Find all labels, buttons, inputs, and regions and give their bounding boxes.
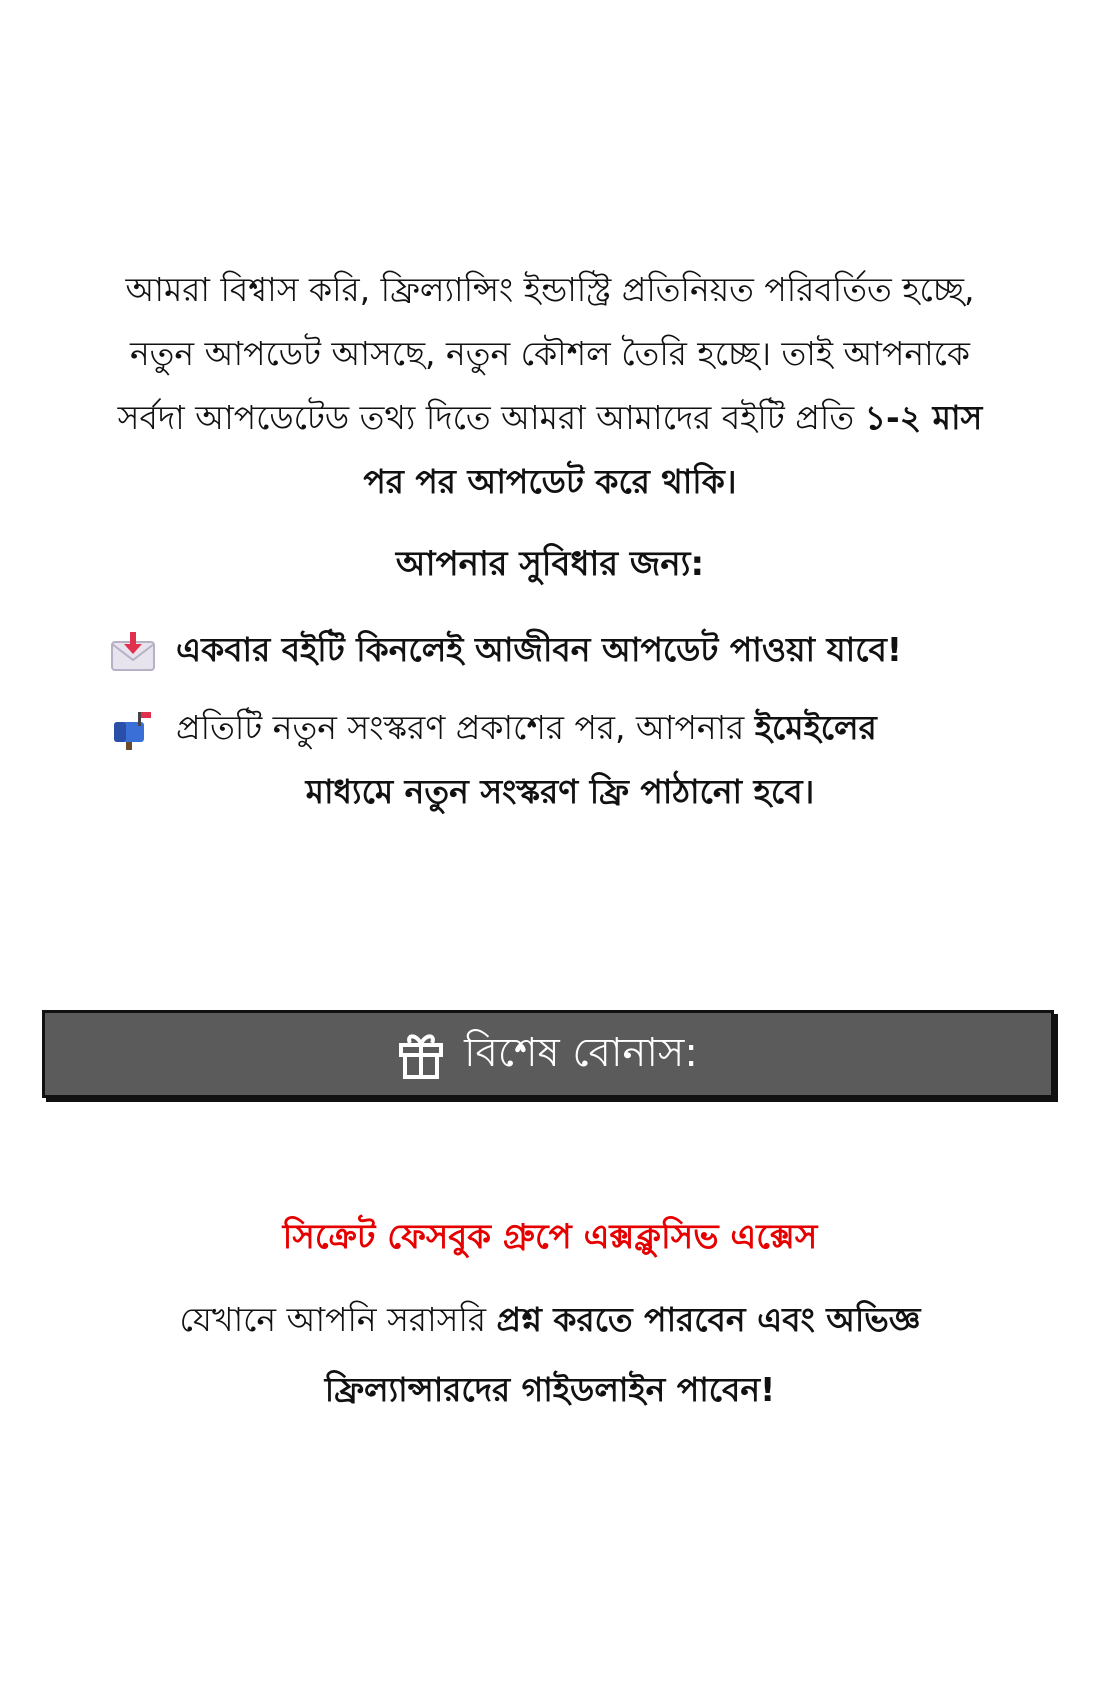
intro-line-4: পর পর আপডেট করে থাকি। <box>363 462 737 501</box>
fb-desc-line-1 <box>90 1285 1010 1355</box>
intro-line-2: নতুন আপডেট আসছে, নতুন কৌশল তৈরি হচ্ছে। তাই আপনাকে <box>129 334 971 373</box>
fb-desc-line-2: ফ্রিল্যান্সারদের গাইডলাইন পাবেন! <box>324 1370 776 1409</box>
facebook-group-title: সিক্রেট ফেসবুক গ্রুপে এক্সক্লুসিভ এক্সেস <box>282 1217 818 1257</box>
benefit-item-email-delivery <box>110 696 1010 824</box>
benefits-list <box>110 618 1010 838</box>
benefit-1-text: একবার বইটি কিনলেই আজীবন আপডেট পাওয়া যাবে! <box>176 630 902 669</box>
benefits-heading: আপনার সুবিধার জন্য: <box>395 544 705 584</box>
mailbox-icon <box>110 710 156 750</box>
intro-line-3 <box>60 386 1040 450</box>
intro-line-3-text: সর্বদা আপডেটেড তথ্য দিতে আমরা আমাদের বইটি প্রতি <box>117 398 865 437</box>
bonus-banner <box>42 1010 1054 1098</box>
benefit-2-email: ইমেইলের <box>754 708 877 747</box>
fb-desc-text: যেখানে আপনি সরাসরি <box>179 1300 497 1339</box>
bonus-title: বিশেষ বোনাস: <box>464 1029 698 1076</box>
gift-icon <box>398 1029 444 1079</box>
fb-desc-bold: প্রশ্ন করতে পারবেন এবং অভিজ্ঞ <box>496 1300 921 1339</box>
benefit-2-line-2: মাধ্যমে নতুন সংস্করণ ফ্রি পাঠানো হবে। <box>305 772 815 811</box>
intro-paragraph <box>60 258 1040 514</box>
intro-line-1: আমরা বিশ্বাস করি, ফ্রিল্যান্সিং ইন্ডাস্ট্রি প্রতিনিয়ত পরিবর্তিত হচ্ছে, <box>125 270 975 309</box>
envelope-download-icon <box>110 632 156 672</box>
facebook-group-description <box>90 1285 1010 1425</box>
update-frequency: ১-২ মাস <box>864 398 983 437</box>
benefit-2-text: প্রতিটি নতুন সংস্করণ প্রকাশের পর, আপনার <box>176 708 755 747</box>
benefit-item-lifetime-update <box>110 618 1010 682</box>
